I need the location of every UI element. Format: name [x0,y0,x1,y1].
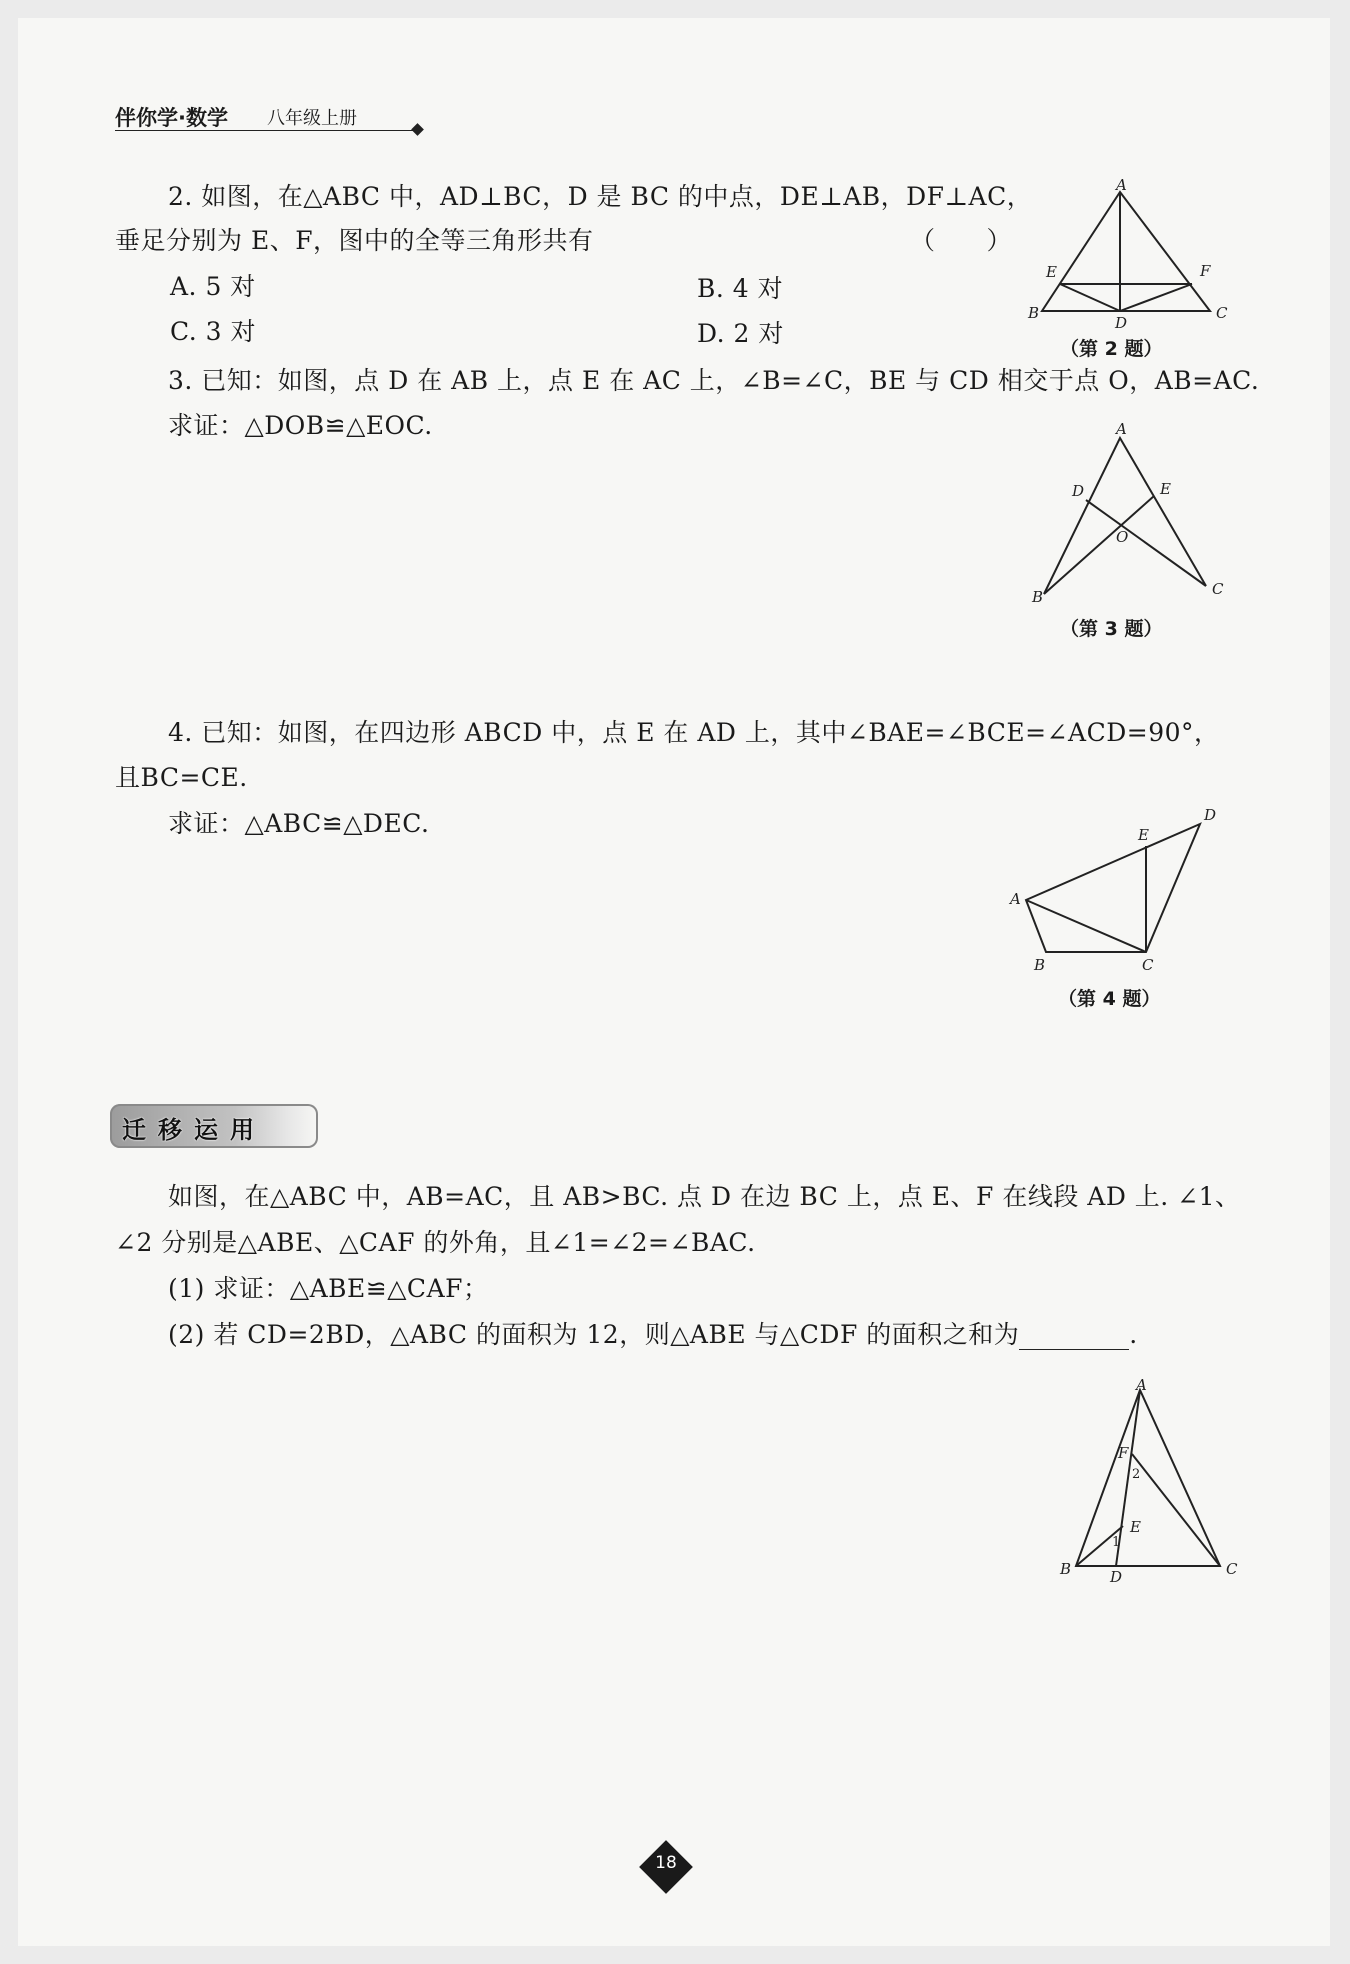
header-grade: 八年级上册 [267,108,357,129]
q3-label-o: O [1116,528,1129,546]
q2-triangle-abc [1042,192,1210,311]
q3-caption: （第 3 题） [1060,618,1163,640]
q2-label-c: C [1216,304,1228,322]
transfer-line3: (1) 求证：△ABE≌△CAF； [168,1274,489,1303]
transfer-line4 [168,1320,1138,1350]
transfer-line4-end: . [1129,1320,1138,1349]
q2-option-d: D. 2 对 [697,319,784,348]
q4-label-b: B [1034,956,1046,974]
q2-option-a: A. 5 对 [170,272,256,301]
q2-line1: 2. 如图，在△ABC 中，AD⊥BC，D 是 BC 的中点，DE⊥AB，DF⊥AC， [168,182,1033,211]
q2-label-e: E [1046,263,1057,281]
transfer-line2: ∠2 分别是△ABE、△CAF 的外角，且∠1=∠2=∠BAC. [115,1228,756,1257]
q2-label-b: B [1028,304,1040,322]
q2-label-f: F [1200,262,1211,280]
section-title: 迁移运用 [122,1116,266,1144]
q3-segment-be [1044,496,1154,594]
q4-label-e: E [1138,826,1149,844]
q2-option-c: C. 3 对 [170,317,256,346]
q2-label-a: A [1116,178,1127,194]
q3-segment-cd [1086,500,1206,586]
q3-line2: 求证：△DOB≌△EOC. [168,411,433,440]
q2-option-b: B. 4 对 [697,274,784,303]
q2-answer-paren: （ ） [910,226,1013,255]
q3-label-b: B [1032,588,1044,604]
transfer-label-f: F [1118,1444,1129,1462]
page-number: 18 [655,1853,677,1873]
header-diamond-icon [411,123,424,136]
header-series: 伴你学·数学 [115,106,228,130]
header-rule [115,130,417,131]
q3-figure [1020,418,1240,604]
q2-segment-de [1060,284,1120,311]
q2-figure [1020,178,1240,328]
q3-label-e: E [1160,480,1171,498]
transfer-label-a: A [1136,1378,1147,1394]
q2-caption: （第 2 题） [1060,338,1163,360]
page-header [115,100,425,136]
q4-label-a: A [1010,890,1021,908]
q3-segment-bac [1044,438,1206,594]
q3-line1: 3. 已知：如图，点 D 在 AB 上，点 E 在 AC 上，∠B=∠C，BE 与 CD 相交于点 O，AB=AC. [168,366,1260,395]
transfer-label-c: C [1226,1560,1238,1578]
transfer-label-e: E [1130,1518,1141,1536]
q4-line3: 求证：△ABC≌△DEC. [168,809,430,838]
transfer-angle-1: 1 [1112,1535,1121,1550]
transfer-line4-text: (2) 若 CD=2BD，△ABC 的面积为 12，则△ABE 与△CDF 的面积之和为 [168,1320,1020,1349]
q4-line2: 且BC=CE. [115,763,248,792]
transfer-line1: 如图，在△ABC 中，AB=AC，且 AB>BC. 点 D 在边 BC 上，点 E、F 在线段 AD 上. ∠1、 [168,1182,1241,1211]
transfer-label-b: B [1060,1560,1072,1578]
q2-line2: 垂足分别为 E、F，图中的全等三角形共有 [115,226,594,255]
q3-label-a: A [1116,420,1127,438]
q4-caption: （第 4 题） [1058,988,1161,1010]
q3-label-d: D [1072,482,1085,500]
q2-segment-df [1120,284,1192,311]
q4-quadrilateral-abcd [1026,824,1200,952]
q4-label-d: D [1204,806,1217,824]
q4-label-c: C [1142,956,1154,974]
q4-line1: 4. 已知：如图，在四边形 ABCD 中，点 E 在 AD 上，其中∠BAE=∠BCE=∠ACD=90°， [168,718,1220,747]
transfer-figure [1050,1378,1250,1588]
transfer-angle-2: 2 [1132,1467,1141,1482]
q4-figure [1000,800,1240,980]
section-badge [110,1104,318,1148]
transfer-label-d: D [1110,1568,1123,1586]
answer-blank[interactable] [1019,1325,1129,1350]
q3-label-c: C [1212,580,1224,598]
q2-label-d: D [1115,314,1128,328]
